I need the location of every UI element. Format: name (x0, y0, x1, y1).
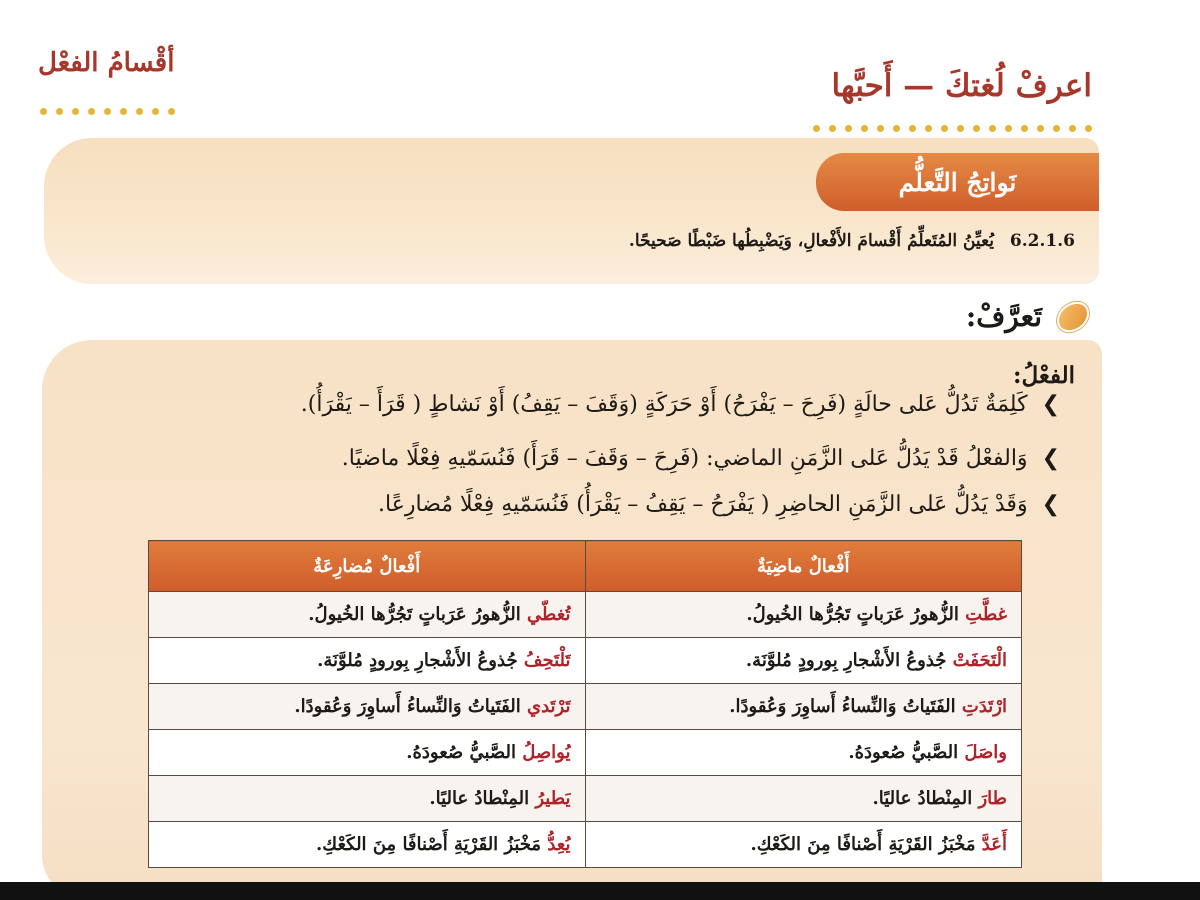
decorative-dot (152, 108, 159, 115)
leaf-bullet-icon (1053, 298, 1094, 335)
past-verb: غطَّتِ (965, 604, 1007, 625)
table-row (149, 822, 1022, 868)
sentence-rest: الفَتَياتُ وَالنِّساءُ أَساوِرَ وَعُقودًا. (294, 696, 527, 717)
decorative-dot (893, 125, 900, 132)
definition-bullet (40, 446, 1060, 471)
decorative-dot (877, 125, 884, 132)
verb-definition-heading: الفعْلُ: (1012, 362, 1075, 389)
know-section-heading (966, 300, 1090, 333)
decorative-dot (1005, 125, 1012, 132)
present-sentence (149, 684, 586, 730)
sentence-rest: الفَتَياتُ وَالنِّساءُ أَساوِرَ وَعُقودًا. (729, 696, 962, 717)
decorative-dot (104, 108, 111, 115)
present-verb: يَطيرُ (535, 788, 571, 809)
present-sentence (149, 730, 586, 776)
past-sentence (585, 730, 1022, 776)
table-row (149, 592, 1022, 638)
past-verb: طارَ (978, 788, 1007, 809)
outcome-text: يُعيِّنُ المُتَعلِّمُ أَقْسامَ الأَفْعالِ، وَيَضْبِطُها ضَبْطًا صَحيحًا. (628, 231, 994, 251)
sentence-rest: مَخْبَزُ القَرْيَةِ أَصْنافًا مِنَ الكَعْكِ. (750, 834, 982, 855)
unit-title-dots (813, 125, 1092, 132)
table-header-row (149, 541, 1022, 592)
chevron-right-icon: ❯ (1041, 492, 1060, 517)
present-sentence (149, 592, 586, 638)
learning-outcomes-tab (816, 153, 1099, 211)
learning-outcomes-label: نَواتِجُ التَّعلُّم (898, 167, 1017, 197)
past-sentence (585, 684, 1022, 730)
present-sentence (149, 776, 586, 822)
section-title-dots (40, 108, 175, 115)
past-verb: أَعَدَّ (981, 834, 1007, 855)
sentence-rest: جُذوعُ الأَشْجارِ بِورودٍ مُلوَّنَة. (745, 650, 953, 671)
decorative-dot (973, 125, 980, 132)
present-verb: تَرْتَدي (527, 696, 571, 717)
decorative-dot (136, 108, 143, 115)
decorative-dot (845, 125, 852, 132)
table-row (149, 730, 1022, 776)
present-sentence (149, 822, 586, 868)
past-sentence (585, 776, 1022, 822)
bullet-text: وَقَدْ يَدُلُّ عَلى الزَّمَنِ الحاضِرِ ( يَفْرَحُ – يَقِفُ – يَقْرَأُ) فَنُسَمّيهِ فِعْلًا مُضارِعًا. (378, 492, 1028, 517)
decorative-dot (909, 125, 916, 132)
know-label: تَعرَّفْ: (965, 300, 1042, 333)
bullet-text: كَلِمَةٌ تَدُلُّ عَلى حالَةٍ (فَرِحَ – يَفْرَحُ) أَوْ حَرَكَةٍ (وَقَفَ – يَقِفُ) أَوْ نَشاطٍ ( قَرَأَ – يَقْرَأُ). (300, 392, 1028, 417)
table-row (149, 684, 1022, 730)
present-verb: تَلْتَحِفُ (523, 650, 571, 671)
sentence-rest: الصَّبيُّ صُعودَهُ. (848, 742, 965, 763)
past-verbs-header: أَفْعالٌ ماضِيَةٌ (585, 541, 1022, 592)
decorative-dot (925, 125, 932, 132)
past-verb: واصَلَ (964, 742, 1007, 763)
section-title: أقْسامُ الفعْل (38, 48, 175, 78)
unit-title: اعرفْ لُغتكَ — أَحبَّها (831, 68, 1092, 104)
sentence-rest: جُذوعُ الأَشْجارِ بِورودٍ مُلوَّنَة. (317, 650, 524, 671)
decorative-dot (861, 125, 868, 132)
definition-bullet (40, 492, 1060, 517)
past-verb: ارْتَدَتِ (961, 696, 1007, 717)
sentence-rest: المِنْطادُ عاليًا. (872, 788, 979, 809)
decorative-dot (120, 108, 127, 115)
table-row (149, 638, 1022, 684)
bullet-text: وَالفعْلُ قَدْ يَدُلُّ عَلى الزَّمَنِ الماضي: (فَرِحَ – وَقَفَ – قَرَأَ) فَنُسَمّيهِ فِعْلًا ماضيًا. (341, 446, 1028, 471)
chevron-right-icon: ❯ (1041, 392, 1060, 417)
decorative-dot (1037, 125, 1044, 132)
sentence-rest: مَخْبَزُ القَرْيَةِ أَصْنافًا مِنَ الكَعْكِ. (316, 834, 548, 855)
sentence-rest: الزُّهورُ عَرَباتٍ تَجُرُّها الخُيولُ. (308, 604, 528, 625)
present-verb: يُواصِلُ (522, 742, 571, 763)
decorative-dot (56, 108, 63, 115)
sentence-rest: الزُّهورُ عَرَباتٍ تَجُرُّها الخُيولُ. (746, 604, 966, 625)
decorative-dot (1021, 125, 1028, 132)
decorative-dot (88, 108, 95, 115)
sentence-rest: الصَّبيُّ صُعودَهُ. (406, 742, 523, 763)
outcome-code: 6.2.1.6 (1009, 231, 1075, 251)
chevron-right-icon: ❯ (1041, 446, 1060, 471)
table-row (149, 776, 1022, 822)
verbs-comparison-table (148, 540, 1022, 868)
decorative-dot (957, 125, 964, 132)
decorative-dot (40, 108, 47, 115)
decorative-dot (168, 108, 175, 115)
decorative-dot (941, 125, 948, 132)
past-sentence (585, 822, 1022, 868)
decorative-dot (829, 125, 836, 132)
decorative-dot (1085, 125, 1092, 132)
past-sentence (585, 638, 1022, 684)
past-sentence (585, 592, 1022, 638)
present-verb: يُعِدُّ (547, 834, 571, 855)
decorative-dot (813, 125, 820, 132)
bottom-border (0, 882, 1200, 900)
past-verb: الْتَحَفَتْ (952, 650, 1007, 671)
sentence-rest: المِنْطادُ عاليًا. (429, 788, 536, 809)
learning-outcome (629, 231, 1075, 251)
decorative-dot (989, 125, 996, 132)
decorative-dot (1069, 125, 1076, 132)
decorative-dot (72, 108, 79, 115)
decorative-dot (1053, 125, 1060, 132)
definition-bullet (40, 392, 1060, 417)
present-verbs-header: أَفْعالٌ مُضارِعَةٌ (149, 541, 586, 592)
present-sentence (149, 638, 586, 684)
present-verb: تُغطّي (527, 604, 571, 625)
